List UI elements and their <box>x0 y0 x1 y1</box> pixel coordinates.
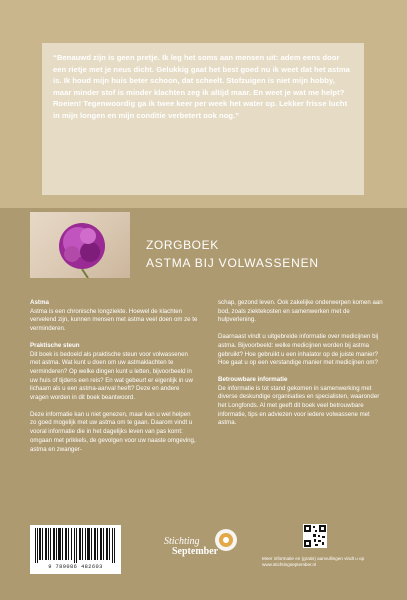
heading-betrouwbare-informatie: Betrouwbare informatie <box>218 375 288 383</box>
allium-flower-icon <box>30 212 130 278</box>
heading-praktische-steun: Praktische steun <box>30 341 80 349</box>
logo-text-september: September <box>172 546 219 557</box>
publisher-mark-icon <box>214 528 238 552</box>
logo-text-stichting: Stichting <box>164 536 200 547</box>
paragraph-medicijnen: Daarnaast vindt u uitgebreide informatie over medicijnen bij astma. Bijvoorbeeld: welke medicijnen worden bij astma gebruikt? Hoe gebruikt u een inhalator op de juiste manier? Hoe gaat u op een verstandige manier met medicijnen om? <box>218 333 379 367</box>
qr-caption: Meer informatie en (gratis) aanvullingen vindt u op www.stichtingseptember.nl <box>262 556 365 567</box>
isbn-barcode <box>30 525 121 574</box>
heading-astma: Astma <box>30 299 49 306</box>
testimonial-quote: “Benauwd zijn is geen pretje. Ik leg het soms aan mensen uit: adem eens door een rietje met je neus dicht. Gelukkig gaat het best goed nu ik weet dat het astma is. Ik houd mijn huis beter schoon, dat scheelt. Stofzuigen is niet mijn hobby, maar minder stof is minder klachten zeg ik altijd maar. En weet je wat me helpt? Roeien! Tegenwoordig ga ik twee keer per week het water op. Lekker frisse lucht in mijn longen en mijn conditie verbetert ook nog.” <box>53 53 350 120</box>
series-label: ZORGBOEK <box>146 238 219 252</box>
barcode-icon <box>35 528 116 563</box>
paragraph-betrouwbare-informatie: De informatie is tot stand gekomen in samenwerking met diverse deskundige organisaties en specialisten, waaronder het Longfonds. Al met geeft dit boek veel betrouwbare informatie, tips en adviezen voor iedere volwassene met astma. <box>218 384 380 427</box>
allium-flower-image <box>30 212 130 278</box>
paragraph-astma: Astma is een chronische longziekte. Hoewel de klachten vervelend zijn, kunnen mensen met astma veel doen om ze te verminderen. <box>30 307 198 333</box>
paragraph-praktische-steun: Dit boek is bedoeld als praktische steun voor volwassenen met astma. Wat kunt u doen om uw astmaklachten te verminderen? Op welke dingen kunt u letten, bijvoorbeeld in uw huis of tijdens een reis? En wat gebeurt er eigenlijk in uw lichaam als u een astma-aanval heeft? Deze en andere vragen worden in dit boek beantwoord. <box>30 350 193 402</box>
book-title: ASTMA BIJ VOLWASSENEN <box>146 256 319 270</box>
isbn-number: 9 789086 482603 <box>48 564 103 570</box>
paragraph-zakelijk: schap, gezond leven. Ook zakelijke onderwerpen komen aan bod, zoals ziektekosten en samenwerken met de hulpverlening. <box>218 299 383 324</box>
quote-box <box>42 43 364 195</box>
qr-code[interactable] <box>303 524 327 548</box>
publisher-logo <box>164 528 246 564</box>
paragraph-genezen: Deze informatie kan u niet genezen, maar kan u wel helpen zo goed mogelijk met uw astma om te gaan. Daarom vindt u vooral informatie die in het dagelijks leven van pas komt: omgaan met prikkels, de gevolgen voor uw naaste omgeving, astma en zwanger- <box>30 410 196 453</box>
qr-code-icon <box>303 524 327 548</box>
left-column <box>30 299 198 462</box>
right-column <box>218 299 386 436</box>
